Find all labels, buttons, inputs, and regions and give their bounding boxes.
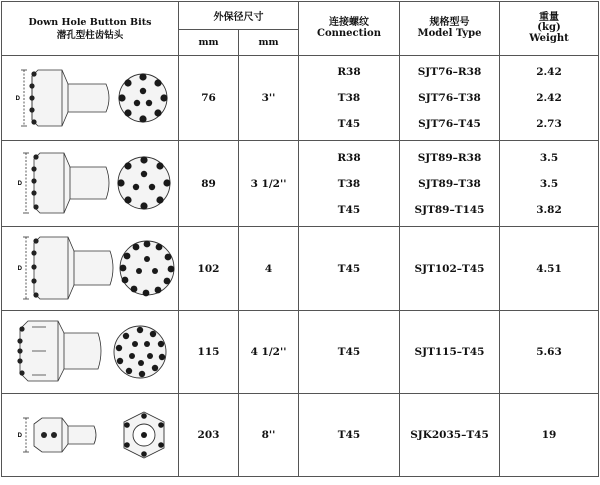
- model-value: SJT89–T145: [414, 203, 485, 216]
- model-value: SJT76–R38: [417, 66, 482, 78]
- bit-drawing: [2, 227, 179, 310]
- model-header: [400, 2, 500, 56]
- bit-drawing: [2, 141, 179, 226]
- diameter-inch: 3'': [239, 56, 299, 141]
- model-header-cn: 规格型号: [429, 17, 470, 28]
- dimension-label-d: D: [17, 266, 22, 272]
- model-value: SJT115–T45: [400, 311, 500, 394]
- diameter-inch-header: mm: [239, 30, 299, 56]
- connection-value: T45: [299, 394, 400, 477]
- weight-value: 2.73: [536, 118, 562, 130]
- model-value: SJT102–T45: [400, 227, 500, 311]
- model-value: SJT76–T45: [418, 118, 481, 130]
- weight-header: [500, 2, 599, 56]
- connection-value: R38: [337, 66, 361, 78]
- diameter-mm: 89: [179, 141, 239, 227]
- bit-side-view: [23, 418, 96, 452]
- connection-value: R38: [337, 151, 361, 164]
- connection-value: T45: [337, 118, 361, 130]
- weight-cell: [500, 56, 599, 141]
- diameter-inch: 4: [239, 227, 299, 311]
- bit-side-view: [20, 321, 101, 381]
- bit-face-view: [117, 156, 170, 209]
- bit-face-view: [124, 412, 164, 458]
- model-value: SJK2035–T45: [400, 394, 500, 477]
- diameter-header: 外保径尺寸: [179, 2, 299, 30]
- connection-header-en: Connection: [317, 27, 381, 39]
- weight-header-cn: 重量: [539, 11, 559, 23]
- connection-value: T45: [299, 311, 400, 394]
- weight-value: 5.63: [500, 311, 599, 394]
- diameter-mm: 203: [179, 394, 239, 477]
- weight-value: 3.5: [539, 151, 559, 164]
- diameter-mm-header: mm: [179, 30, 239, 56]
- bit-side-view: [23, 237, 113, 299]
- weight-value: 4.51: [500, 227, 599, 311]
- weight-header-unit: (kg): [537, 22, 561, 34]
- weight-value: 3.82: [536, 203, 562, 216]
- bit-drawing: [2, 394, 179, 476]
- product-header: [2, 2, 179, 56]
- bit-side-view: [23, 153, 109, 213]
- dimension-label-d: D: [17, 433, 22, 439]
- diameter-mm: 115: [179, 311, 239, 394]
- bit-drawing: [2, 311, 179, 393]
- model-value: SJT89–R38: [417, 151, 482, 164]
- connection-header: [299, 2, 400, 56]
- weight-value: 3.5: [539, 177, 559, 190]
- weight-value: 2.42: [536, 92, 562, 104]
- header-row-1: [2, 2, 599, 30]
- diameter-mm: 76: [179, 56, 239, 141]
- model-value: SJT76–T38: [418, 92, 481, 104]
- weight-value: 19: [500, 394, 599, 477]
- model-header-en: Model Type: [417, 27, 482, 39]
- connection-value: T45: [299, 227, 400, 311]
- bit-face-view: [120, 241, 175, 297]
- table-row: [2, 227, 599, 311]
- connection-value: T45: [337, 203, 361, 216]
- bit-drawing-cell: [2, 141, 179, 227]
- product-title-en: Down Hole Button Bits: [28, 16, 152, 28]
- connection-value: T38: [337, 92, 361, 104]
- diameter-mm: 102: [179, 227, 239, 311]
- bit-drawing-cell: [2, 56, 179, 141]
- model-cell: [400, 56, 500, 141]
- table-row: [2, 56, 599, 141]
- dimension-label-d: D: [15, 96, 20, 102]
- table-row: [2, 141, 599, 227]
- dimension-label-d: D: [17, 181, 22, 187]
- bit-drawing-cell: [2, 227, 179, 311]
- connection-header-cn: 连接螺纹: [329, 17, 369, 28]
- weight-cell: [500, 141, 599, 227]
- connection-cell: [299, 141, 400, 227]
- diameter-inch: 4 1/2'': [239, 311, 299, 394]
- connection-value: T38: [337, 177, 361, 190]
- bit-face-view: [118, 73, 167, 122]
- bit-drawing: [2, 56, 179, 140]
- connection-cell: [299, 56, 400, 141]
- table-row: [2, 311, 599, 394]
- weight-header-en: Weight: [529, 32, 569, 44]
- bit-face-view: [114, 326, 166, 378]
- weight-value: 2.42: [536, 66, 562, 78]
- bit-drawing-cell: [2, 394, 179, 477]
- table-row: [2, 394, 599, 477]
- model-value: SJT89–T38: [418, 177, 481, 190]
- bit-drawing-cell: [2, 311, 179, 394]
- product-title-cn: 潜孔型柱齿钻头: [56, 29, 124, 41]
- spec-table: [1, 1, 599, 477]
- diameter-inch: 8'': [239, 394, 299, 477]
- diameter-inch: 3 1/2'': [239, 141, 299, 227]
- model-cell: [400, 141, 500, 227]
